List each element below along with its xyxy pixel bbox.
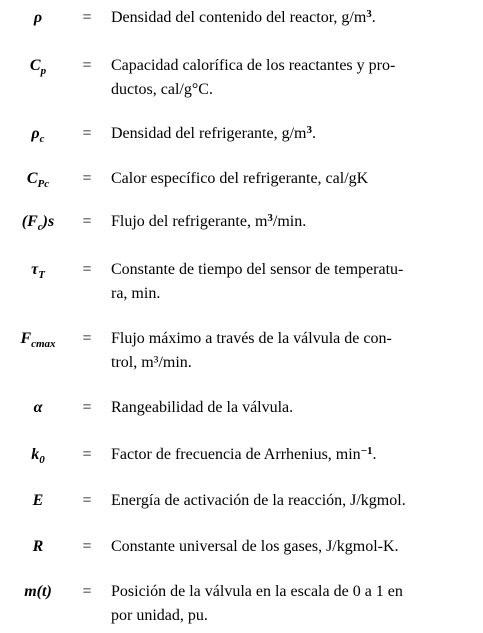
symbol: E — [32, 492, 44, 509]
equals-sign: = — [82, 446, 92, 463]
symbol: R — [32, 538, 44, 555]
description: Energía de activación de la reacción, J/kgmol. — [111, 492, 406, 509]
description: Calor específico del refrigerante, cal/gK — [111, 170, 369, 187]
description: Rangeabilidad de la válvula. — [111, 399, 294, 416]
symbol: $k_0$ — [31, 446, 45, 466]
equals-sign: = — [82, 9, 92, 26]
equals-sign: = — [82, 57, 92, 74]
symbol: ρ — [33, 9, 43, 26]
symbol: α — [33, 399, 43, 416]
description: Constante universal de los gases, J/kgmol-K. — [111, 538, 399, 555]
superscript: 3 — [366, 8, 372, 20]
superscript: 3 — [267, 212, 273, 224]
equals-sign: = — [82, 213, 92, 230]
equals-sign: = — [82, 492, 92, 509]
equals-sign: = — [82, 330, 92, 347]
equals-sign: = — [82, 261, 92, 278]
equals-sign: = — [82, 583, 92, 600]
symbol: $F_{cmax}$ — [20, 330, 56, 350]
symbol: $C_p$ — [29, 57, 47, 77]
symbol: m(t) — [24, 583, 52, 600]
description: Flujo del refrigerante, $m^3/\min$. — [111, 212, 307, 230]
equals-sign: = — [82, 399, 92, 416]
equals-sign: = — [82, 170, 92, 187]
equals-sign: = — [82, 538, 92, 555]
symbol: $C_{Pc}$ — [26, 170, 50, 190]
symbol: $(F_c)s$ — [21, 213, 55, 233]
description: Capacidad calorífica de los reactantes y pro- ductos, cal/g°C. — [111, 57, 396, 98]
symbol: $\rho_c$ — [31, 125, 45, 145]
symbol: $\tau_T$ — [31, 261, 45, 281]
description: Posición de la válvula en la escala de 0 a 1 en por unidad, pu. — [111, 583, 403, 624]
equals-sign: = — [82, 125, 92, 142]
description: Densidad del refrigerante, $g/m^3$. — [111, 124, 316, 142]
description: Flujo máximo a través de la válvula de con- trol, m³/min. — [111, 330, 392, 371]
description: Constante de tiempo del sensor de temperatu- ra, min. — [111, 261, 404, 302]
superscript: 3 — [306, 124, 312, 136]
description: Densidad del contenido del reactor, $g/m^3$. — [111, 8, 376, 26]
description: Factor de frecuencia de Arrhenius, $\min^{-1}$. — [111, 445, 377, 463]
superscript: −1 — [360, 445, 373, 457]
